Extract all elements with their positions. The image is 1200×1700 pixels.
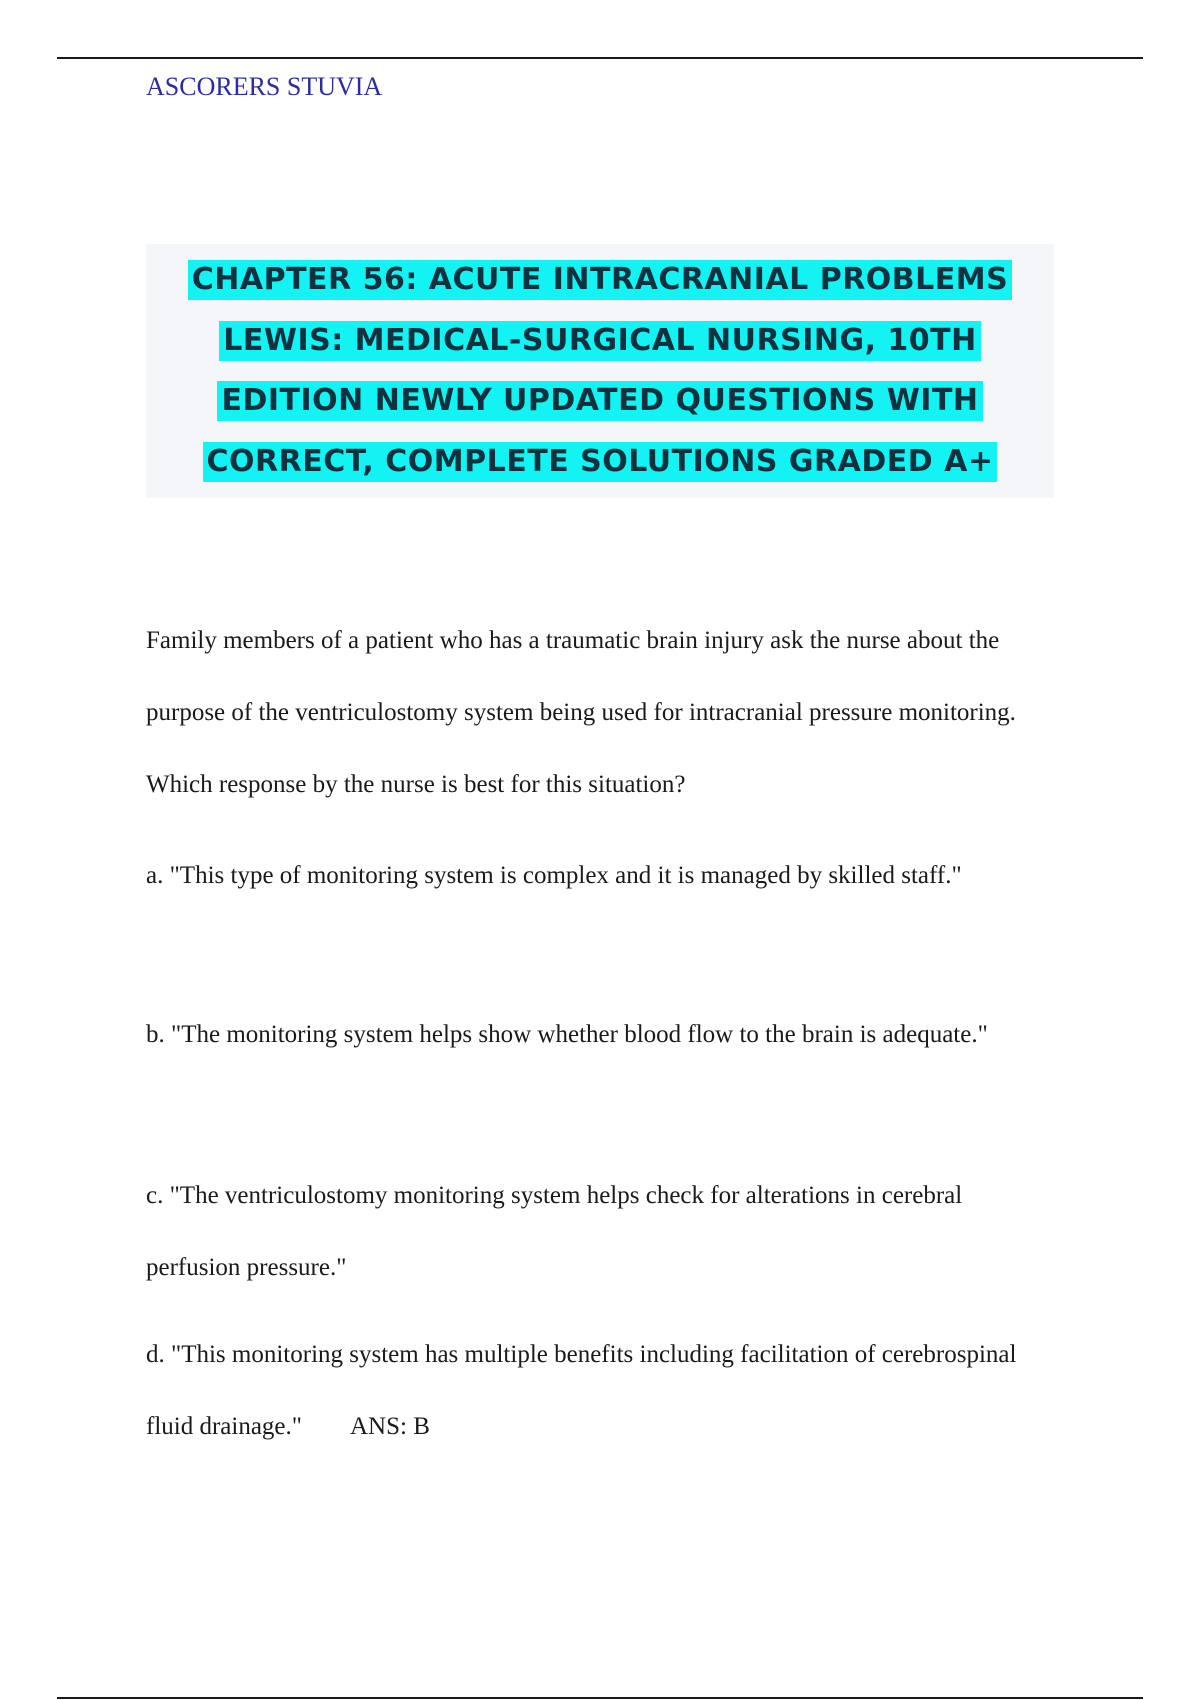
top-rule: [57, 57, 1143, 59]
question-stem: Family members of a patient who has a traumatic brain injury ask the nurse about the purpose of the ventriculostomy system being used for intracranial pressure monitoring. Which response by the nurse is best for this situation?: [146, 627, 1016, 798]
title-block: [146, 244, 1054, 498]
header-brand: ASCORERS STUVIA: [146, 72, 383, 101]
title-line: EDITION NEWLY UPDATED QUESTIONS WITH: [217, 381, 982, 421]
title-line: CORRECT, COMPLETE SOLUTIONS GRADED A+: [203, 442, 998, 482]
option-d: [146, 1319, 1026, 1463]
title-line: CHAPTER 56: ACUTE INTRACRANIAL PROBLEMS: [188, 260, 1012, 300]
title-line: LEWIS: MEDICAL-SURGICAL NURSING, 10TH: [219, 321, 981, 361]
option-d-text: d. "This monitoring system has multiple benefits including facilitation of cerebrospinal fluid drainage.": [146, 1341, 1017, 1440]
option-c: c. "The ventriculostomy monitoring system helps check for alterations in cerebral perfusion pressure.": [146, 1182, 963, 1281]
option-b: b. "The monitoring system helps show whether blood flow to the brain is adequate.": [146, 1021, 988, 1048]
answer-key: ANS: B: [349, 1413, 430, 1440]
option-a: a. "This type of monitoring system is complex and it is managed by skilled staff.": [146, 862, 962, 889]
bottom-rule: [57, 1697, 1143, 1699]
